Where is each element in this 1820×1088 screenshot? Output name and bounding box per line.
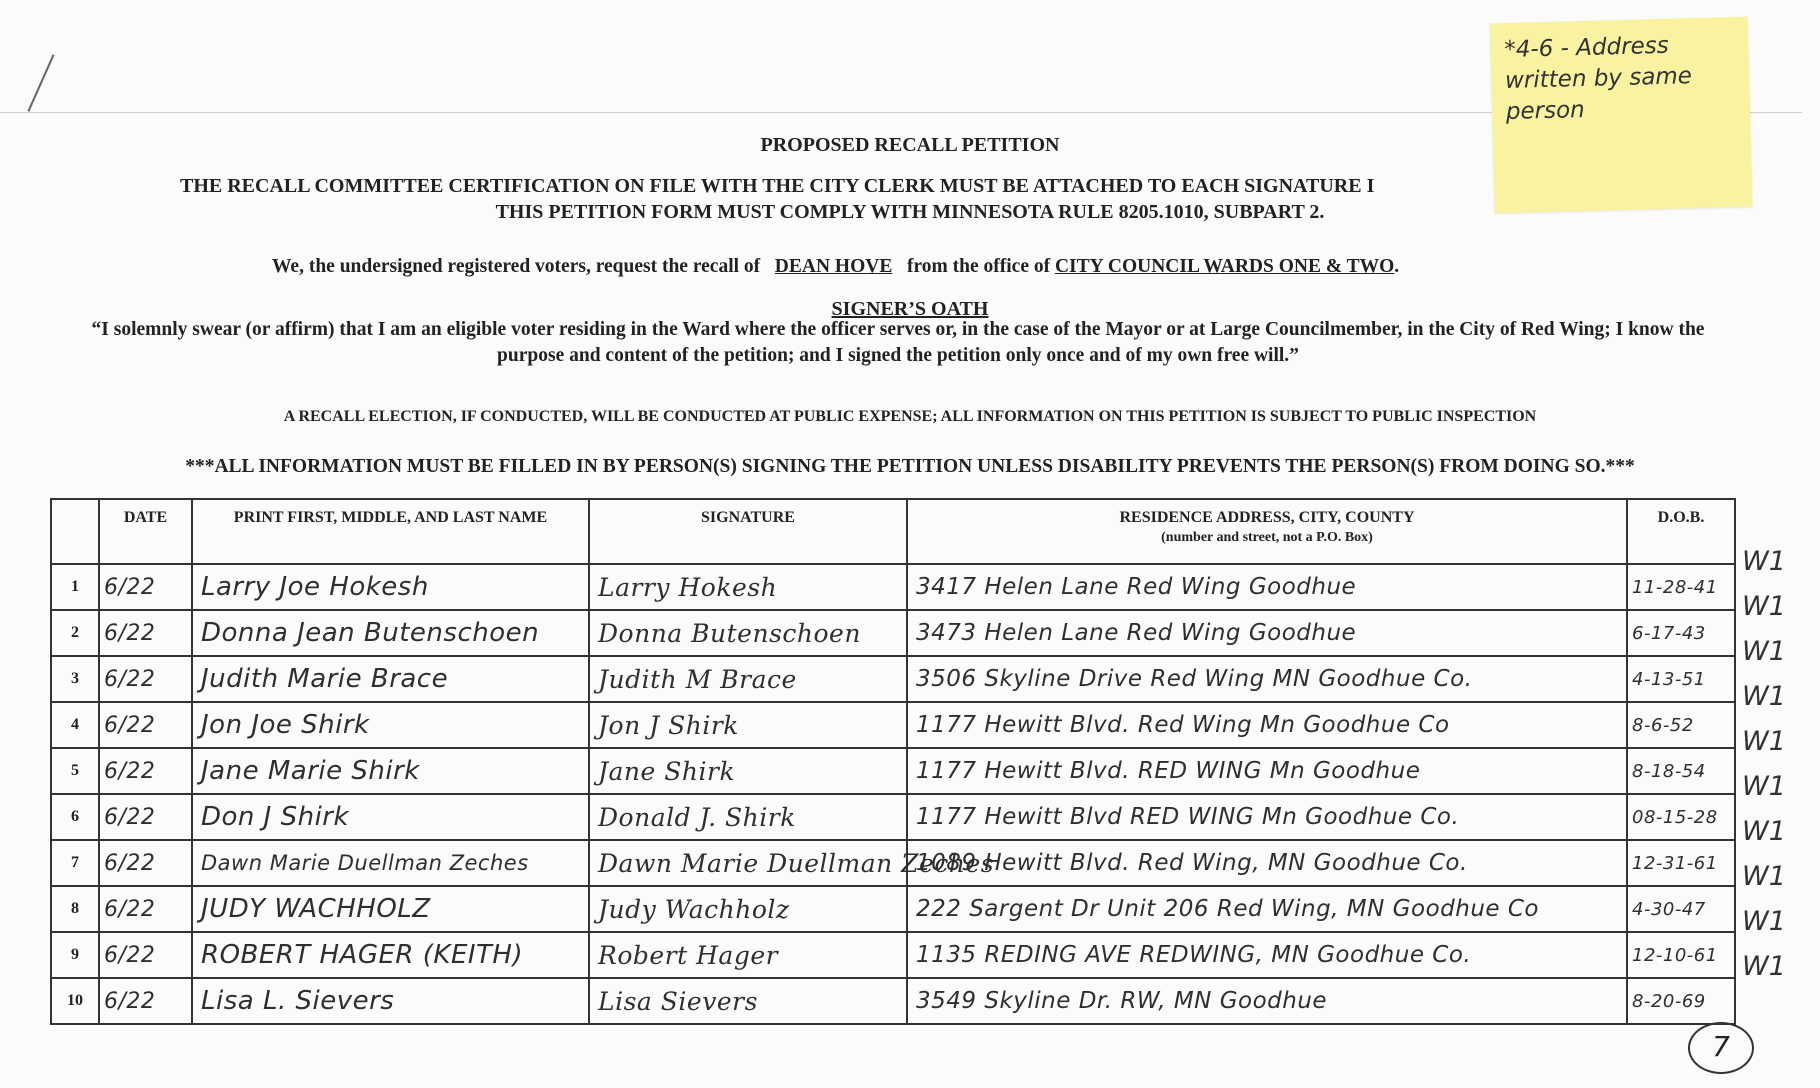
request-prefix: We, the undersigned registered voters, request the recall of [272,256,761,277]
row-dob: 6-17-43 [1627,610,1735,656]
table-row [51,656,1735,702]
row-address: 1177 Hewitt Blvd. RED WING Mn Goodhue [907,748,1627,794]
table-header-row [51,499,1735,564]
row-date: 6/22 [99,656,192,702]
row-date: 6/22 [99,840,192,886]
header-address [907,499,1627,564]
page-number: 7 [1688,1022,1754,1074]
row-signature: Lisa Sievers [589,978,907,1024]
table-row [51,840,1735,886]
ward-mark: W1 [1742,771,1786,802]
row-number: 7 [51,840,99,886]
row-dob: 12-31-61 [1627,840,1735,886]
row-date: 6/22 [99,702,192,748]
row-address: 1177 Hewitt Blvd RED WING Mn Goodhue Co. [907,794,1627,840]
table-row [51,886,1735,932]
ward-mark: W1 [1742,546,1786,577]
row-address: 1135 REDING AVE REDWING, MN Goodhue Co. [907,932,1627,978]
table-row [51,748,1735,794]
row-address: 222 Sargent Dr Unit 206 Red Wing, MN Goodhue Co [907,886,1627,932]
pen-mark [27,54,54,111]
oath-title: SIGNER’S OATH [831,298,989,320]
row-date: 6/22 [99,978,192,1024]
row-number: 9 [51,932,99,978]
row-signature: Jane Shirk [589,748,907,794]
table-row [51,794,1735,840]
row-dob: 4-30-47 [1627,886,1735,932]
sticky-note-line-3: person [1505,96,1586,126]
row-signature: Dawn Marie Duellman Zeches [589,840,907,886]
header-signature: SIGNATURE [589,499,907,564]
row-address: 3473 Helen Lane Red Wing Goodhue [907,610,1627,656]
row-number: 8 [51,886,99,932]
row-printed-name: Jane Marie Shirk [192,748,589,794]
row-signature: Donna Butenschoen [589,610,907,656]
row-printed-name: JUDY WACHHOLZ [192,886,589,932]
petition-title: PROPOSED RECALL PETITION [760,134,1060,156]
ward-mark: W1 [1742,591,1786,622]
all-info-notice: ***ALL INFORMATION MUST BE FILLED IN BY PERSON(S) SIGNING THE PETITION UNLESS DISABILITY PREVENTS THE PERSON(S) FROM DOING SO.*** [185,456,1635,477]
row-date: 6/22 [99,932,192,978]
row-printed-name: Dawn Marie Duellman Zeches [192,840,589,886]
ward-marks [1742,546,1802,996]
office-name: CITY COUNCIL WARDS ONE & TWO [1054,256,1395,277]
row-dob: 8-20-69 [1627,978,1735,1024]
ward-mark: W1 [1742,816,1786,847]
row-number: 5 [51,748,99,794]
table-row [51,610,1735,656]
row-printed-name: Donna Jean Butenschoen [192,610,589,656]
row-dob: 4-13-51 [1627,656,1735,702]
official-name: DEAN HOVE [774,256,893,277]
row-date: 6/22 [99,794,192,840]
oath-text: “I solemnly swear (or affirm) that I am an eligible voter residing in the Ward where the officer serves or, in the case of the Mayor or at Large Councilmember, in the City of Red Wing; I know the purpose and content of the petition; and I signed the petition only once and of my own free will.” [91,319,1705,366]
ward-mark: W1 [1742,681,1786,712]
request-middle: from the office of [906,256,1051,277]
row-address: 3506 Skyline Drive Red Wing MN Goodhue Co. [907,656,1627,702]
row-number: 6 [51,794,99,840]
header-address-title: RESIDENCE ADDRESS, CITY, COUNTY [1119,509,1415,526]
sticky-note [1490,17,1753,214]
certification-line-2: THIS PETITION FORM MUST COMPLY WITH MINNESOTA RULE 8205.1010, SUBPART 2. [495,201,1325,223]
row-address: 3549 Skyline Dr. RW, MN Goodhue [907,978,1627,1024]
header-number [51,499,99,564]
row-date: 6/22 [99,886,192,932]
row-address: 3417 Helen Lane Red Wing Goodhue [907,564,1627,610]
header-address-subtitle: (number and street, not a P.O. Box) [1161,530,1373,545]
request-suffix: . [1394,256,1400,277]
row-signature: Robert Hager [589,932,907,978]
header-dob: D.O.B. [1627,499,1735,564]
table-row [51,932,1735,978]
header-name: PRINT FIRST, MIDDLE, AND LAST NAME [192,499,589,564]
table-row [51,978,1735,1024]
row-printed-name: Lisa L. Sievers [192,978,589,1024]
row-dob: 12-10-61 [1627,932,1735,978]
row-dob: 08-15-28 [1627,794,1735,840]
ward-mark: W1 [1742,636,1786,667]
row-address: 1177 Hewitt Blvd. Red Wing Mn Goodhue Co [907,702,1627,748]
row-signature: Judy Wachholz [589,886,907,932]
row-signature: Larry Hokesh [589,564,907,610]
row-number: 2 [51,610,99,656]
row-signature: Donald J. Shirk [589,794,907,840]
row-printed-name: Judith Marie Brace [192,656,589,702]
ward-mark: W1 [1742,726,1786,757]
sticky-note-line-1: *4-6 - Address [1503,32,1670,64]
table-row [51,702,1735,748]
row-printed-name: Larry Joe Hokesh [192,564,589,610]
header-date: DATE [99,499,192,564]
expense-notice: A RECALL ELECTION, IF CONDUCTED, WILL BE CONDUCTED AT PUBLIC EXPENSE; ALL INFORMATION ON THIS PETITION IS SUBJECT TO PUBLIC INSPECTION [283,408,1537,425]
ward-mark: W1 [1742,951,1786,982]
row-printed-name: Jon Joe Shirk [192,702,589,748]
ward-mark: W1 [1742,906,1786,937]
sticky-note-line-2: written by same [1504,63,1693,95]
row-date: 6/22 [99,564,192,610]
table-row [51,564,1735,610]
certification-line-1: THE RECALL COMMITTEE CERTIFICATION ON FILE WITH THE CITY CLERK MUST BE ATTACHED TO EACH SIGNATURE I [180,175,1375,197]
recall-request [272,256,1399,278]
row-dob: 11-28-41 [1627,564,1735,610]
signature-table [50,498,1736,1025]
row-signature: Judith M Brace [589,656,907,702]
row-signature: Jon J Shirk [589,702,907,748]
row-dob: 8-18-54 [1627,748,1735,794]
row-date: 6/22 [99,610,192,656]
ward-mark: W1 [1742,861,1786,892]
row-dob: 8-6-52 [1627,702,1735,748]
row-number: 1 [51,564,99,610]
row-printed-name: ROBERT HAGER (KEITH) [192,932,589,978]
row-printed-name: Don J Shirk [192,794,589,840]
row-date: 6/22 [99,748,192,794]
row-number: 3 [51,656,99,702]
row-address: 1089 Hewitt Blvd. Red Wing, MN Goodhue Co. [907,840,1627,886]
row-number: 4 [51,702,99,748]
row-number: 10 [51,978,99,1024]
